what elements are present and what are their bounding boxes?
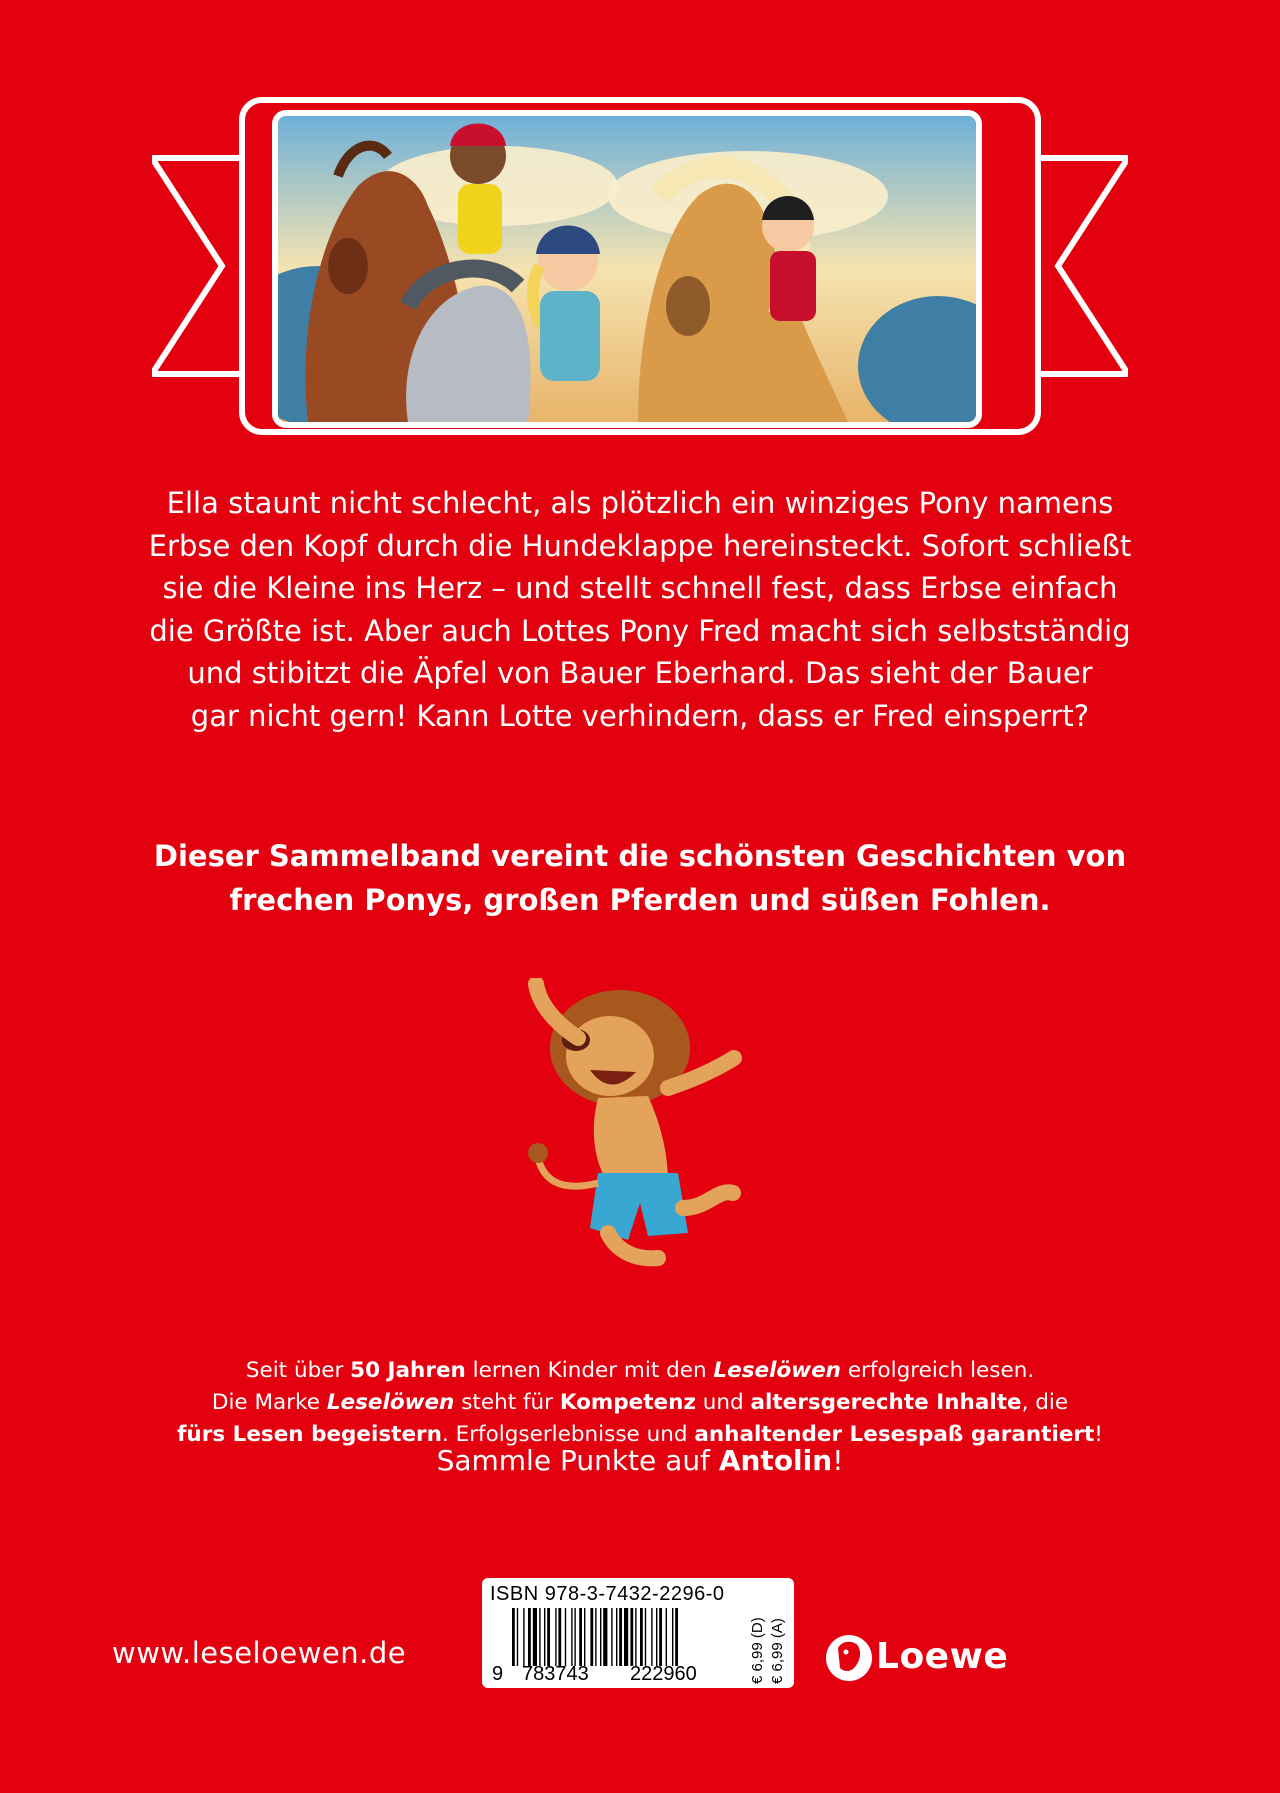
description-text <box>130 482 1150 737</box>
barcode-digit-first: 9 <box>492 1663 504 1685</box>
description-line: sie die Kleine ins Herz – und stellt schnell fest, dass Erbse einfach <box>162 571 1118 605</box>
brand-statement <box>130 1355 1150 1451</box>
description-line: gar nicht gern! Kann Lotte verhindern, dass er Fred einsperrt? <box>190 698 1090 733</box>
barcode-digits-left: 783743 <box>522 1663 589 1685</box>
brand-name: Leselöwen <box>713 1358 841 1383</box>
brand-text: lernen Kinder mit den <box>465 1358 714 1383</box>
brand-text: , die <box>1021 1390 1069 1415</box>
brand-name: Leselöwen <box>326 1390 455 1415</box>
lion-head-logo-icon <box>824 1632 874 1684</box>
description-line: Ella staunt nicht schlecht, als plötzlich ein winziges Pony namens <box>166 486 1114 520</box>
barcode-bars <box>512 1608 734 1666</box>
antolin-note <box>130 1443 1150 1479</box>
jumping-lion-mascot <box>528 978 748 1268</box>
collection-note-line: Dieser Sammelband vereint die schönsten Geschichten von <box>153 839 1127 873</box>
price-austria: € 6,99 (A) <box>769 1618 786 1684</box>
price-germany: € 6,99 (D) <box>749 1617 766 1684</box>
isbn-barcode <box>482 1578 794 1688</box>
brand-text: ! <box>1094 1422 1103 1447</box>
isbn-number: ISBN 978-3-7432-2296-0 <box>490 1583 725 1605</box>
riding-kids-horses-illustration <box>278 116 976 422</box>
brand-text: Seit über <box>245 1358 351 1383</box>
collection-note-line: frechen Ponys, großen Pferden und süßen Fohlen. <box>229 883 1051 917</box>
brand-highlight: 50 Jahren <box>350 1358 466 1383</box>
brand-text: Die Marke <box>211 1390 327 1415</box>
brand-text: . Erfolgserlebnisse und <box>441 1422 695 1447</box>
brand-text: steht für <box>454 1390 560 1415</box>
lion-mascot <box>528 978 748 1268</box>
publisher-logo <box>824 1632 1034 1684</box>
antolin-text: Sammle Punkte auf <box>436 1444 719 1477</box>
brand-highlight: fürs Lesen begeistern <box>177 1422 442 1447</box>
brand-highlight: altersgerechte Inhalte <box>750 1390 1022 1415</box>
brand-text: erfolgreich lesen. <box>840 1358 1035 1383</box>
publisher-name: Loewe <box>876 1636 1009 1677</box>
price-label <box>746 1610 790 1684</box>
cover-illustration <box>272 110 982 428</box>
antolin-text: ! <box>832 1444 844 1477</box>
website-url[interactable]: www.leseloewen.de <box>112 1636 407 1670</box>
brand-text: und <box>695 1390 751 1415</box>
description-line: die Größte ist. Aber auch Lottes Pony Fred macht sich selbstständig <box>149 613 1131 648</box>
description-line: und stibitzt die Äpfel von Bauer Eberhard. Das sieht der Bauer <box>187 656 1093 690</box>
brand-highlight: anhaltender Lesespaß garantiert <box>694 1422 1095 1447</box>
barcode-digits-right: 222960 <box>630 1663 697 1685</box>
description-line: Erbse den Kopf durch die Hundeklappe hereinsteckt. Sofort schließt <box>148 528 1132 563</box>
antolin-name: Antolin <box>718 1444 833 1477</box>
brand-highlight: Kompetenz <box>559 1390 696 1415</box>
collection-note <box>130 834 1150 922</box>
